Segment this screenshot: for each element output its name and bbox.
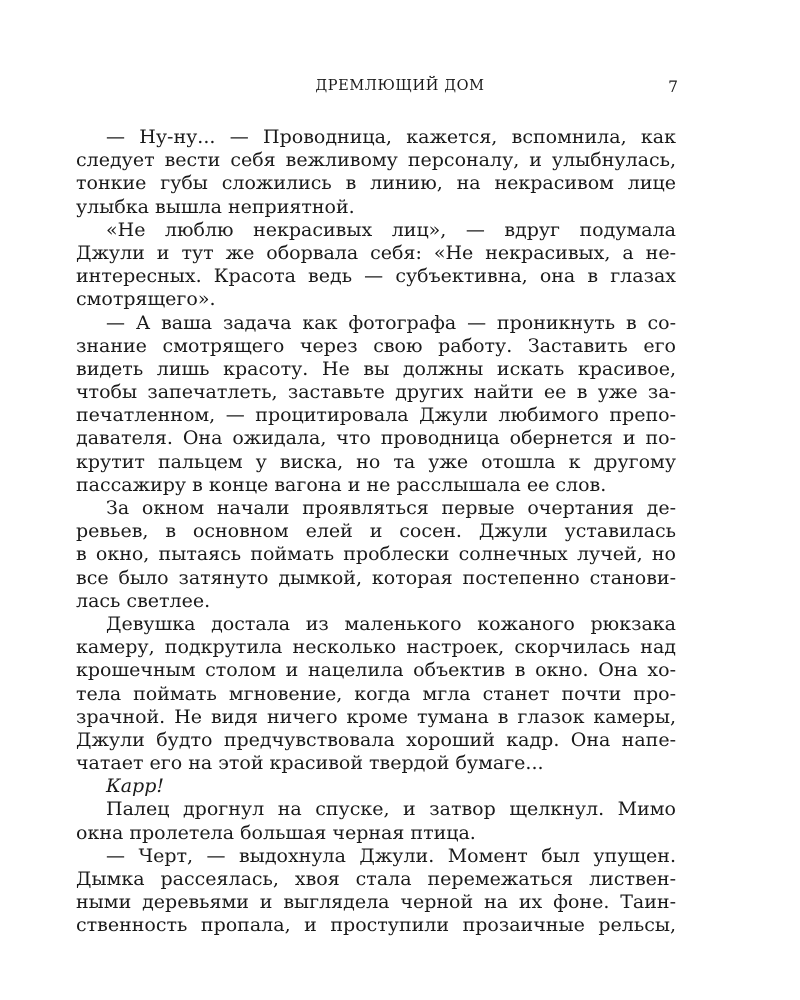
text-line: камеру, подкрутила несколько настроек, скорчилась над (76, 636, 676, 659)
text-line: видеть лишь красоту. Не вы должны искать красивое, (76, 357, 676, 380)
text-line: смотрящего». (76, 288, 216, 311)
text-line: Джули будто предчувствовала хороший кадр. Она напе- (76, 728, 676, 751)
text-line: За окном начали проявляться первые очертания де- (106, 497, 676, 519)
text-line: Девушка достала из маленького кожаного рюкзака (106, 612, 676, 635)
text-line: тонкие губы сложились в линию, на некрасивом лице (76, 172, 676, 195)
text-line: печатленном, — процитировала Джули любимого препо- (76, 404, 676, 427)
text-line: ными деревьями и выглядела черной на их фоне. Таин- (76, 891, 676, 914)
running-head (0, 78, 800, 100)
text-line: крутит пальцем у виска, но та уже отошла к другому (76, 450, 676, 473)
text-line: ревьев, в основном елей и сосен. Джули уставилась (76, 520, 676, 543)
running-title: ДРЕМЛЮЩИЙ ДОМ (315, 78, 485, 94)
text-line: ственность пропала, и проступили прозаичные рельсы, (76, 914, 676, 937)
text-line: чатает его на этой красивой твердой бумаге... (76, 752, 544, 775)
text-line: Джули и тут же оборвала себя: «Не некрасивых, а не- (76, 241, 676, 264)
text-line: улыбка вышла неприятной. (76, 195, 355, 218)
text-line: тела поймать мгновение, когда мгла станет почти про- (76, 682, 676, 705)
text-line: зрачной. Не видя ничего кроме тумана в глазок камеры, (76, 705, 676, 728)
text-line: пассажиру в конце вагона и не расслышала ее слов. (76, 473, 607, 496)
text-line: интересных. Красота ведь — субъективна, она в глазах (76, 265, 676, 288)
body-text (76, 126, 676, 938)
text-line: лась светлее. (76, 589, 211, 612)
text-line: давателя. Она ожидала, что проводница обернется и по- (76, 427, 676, 450)
text-line: знание смотрящего через свою работу. Заставить его (76, 334, 676, 357)
page-number: 7 (668, 78, 678, 96)
text-line: — А ваша задача как фотографа — проникнуть в со- (106, 311, 676, 334)
text-line: — Ну-ну... — Проводница, кажется, вспомнила, как (106, 126, 676, 148)
text-line: «Не люблю некрасивых лиц», — вдруг подумала (106, 218, 676, 241)
text-line: Карр! (106, 775, 164, 798)
text-line: Палец дрогнул на спуске, и затвор щелкнул. Мимо (106, 798, 676, 821)
text-line: все было затянуто дымкой, которая постепенно станови- (76, 566, 676, 589)
text-line: следует вести себя вежливому персоналу, и улыбнулась, (76, 149, 676, 172)
text-line: чтобы запечатлеть, заставьте других найти ее в уже за- (76, 381, 676, 404)
text-line: — Черт, — выдохнула Джули. Момент был упущен. (106, 844, 676, 867)
text-line: Дымка рассеялась, хвоя стала перемежаться листвен- (76, 868, 676, 890)
text-line: окна пролетела большая черная птица. (76, 821, 476, 844)
text-line: в окно, пытаясь поймать проблески солнечных лучей, но (76, 543, 676, 566)
text-line: крошечным столом и нацелила объектив в окно. Она хо- (76, 659, 676, 682)
